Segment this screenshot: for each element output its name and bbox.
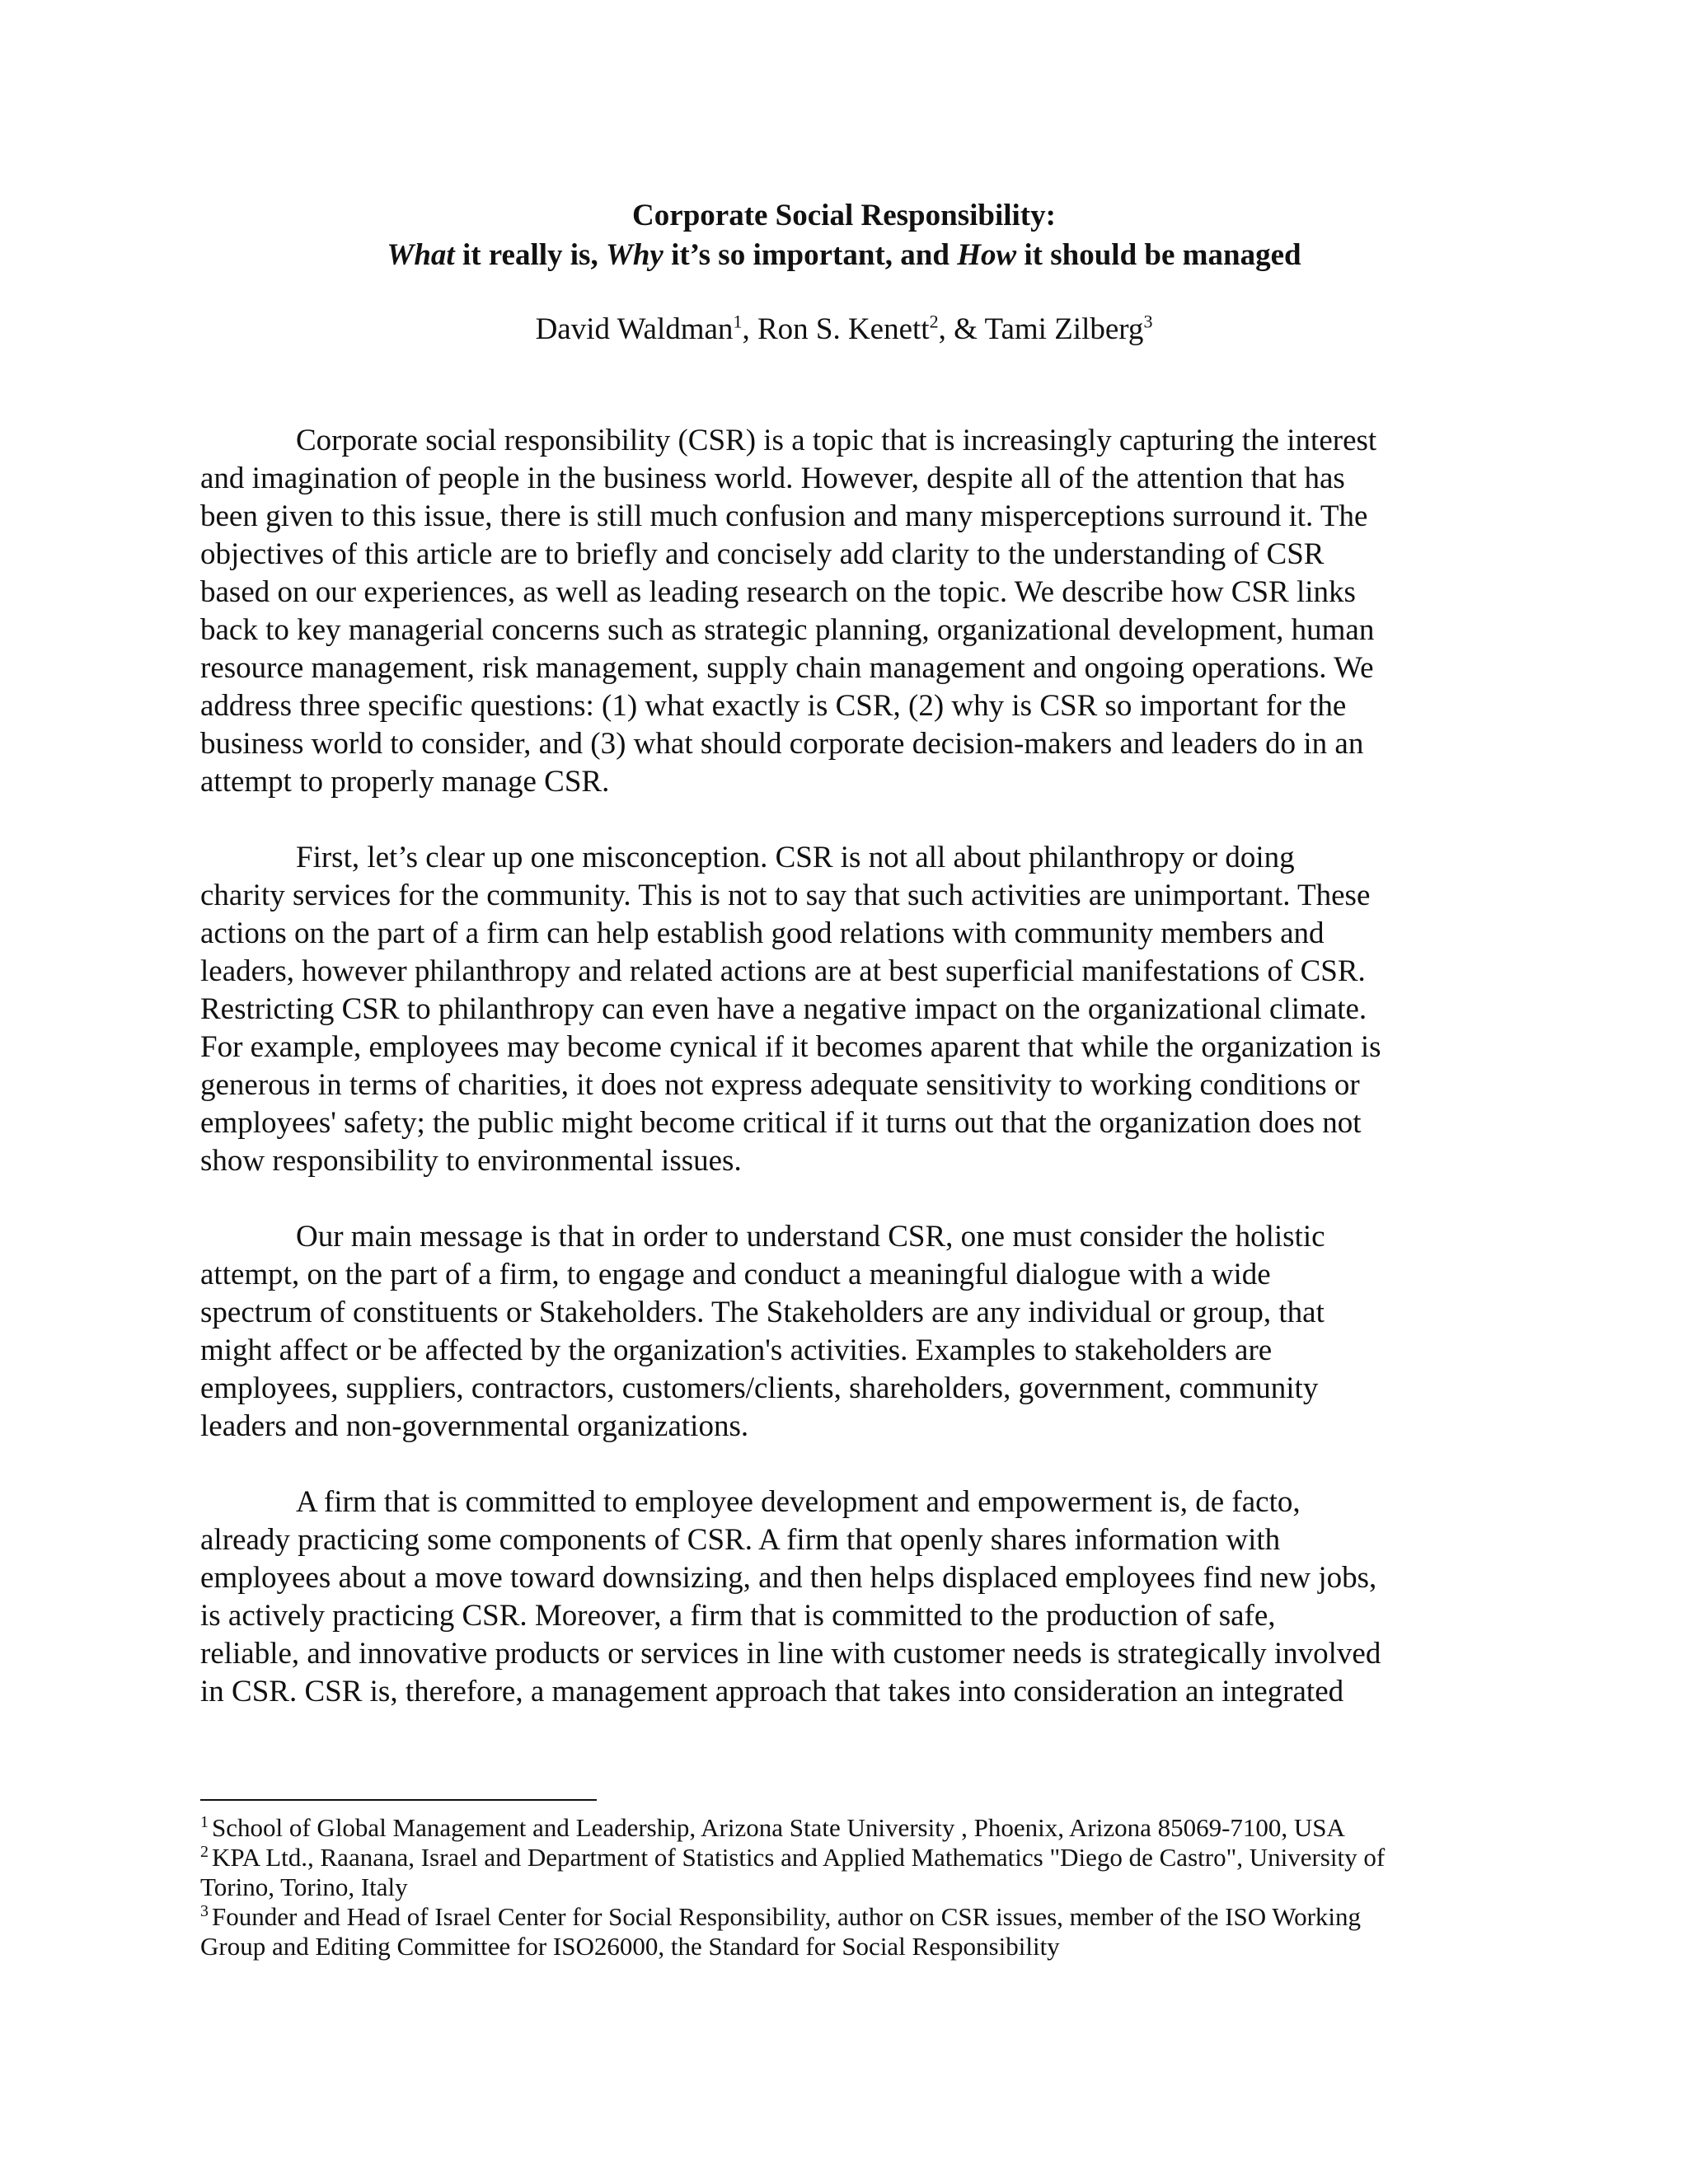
text-line: leaders, however philanthropy and related actions are at best superficial manifestations of CSR. (200, 954, 1366, 988)
paragraph-4 (200, 1483, 1484, 1711)
title-text-3: it should be managed (1016, 238, 1301, 272)
paragraph-3 (200, 1218, 1484, 1446)
text-line: Corporate social responsibility (CSR) is a topic that is increasingly capturing the interest (296, 424, 1377, 457)
title-why: Why (605, 238, 663, 272)
footnote-2 (200, 1843, 1494, 1902)
author-2-footnote-mark: 2 (929, 311, 939, 332)
footnote-1 (200, 1813, 1494, 1843)
author-1-footnote-mark: 1 (733, 311, 743, 332)
footnote-mark: 1 (200, 1812, 209, 1831)
text-line: employees about a move toward downsizing, and then helps displaced employees find new jobs, (200, 1561, 1377, 1595)
text-line: First, let’s clear up one misconception. CSR is not all about philanthropy or doing (296, 841, 1295, 874)
footnote-text: Torino, Torino, Italy (200, 1872, 408, 1901)
text-line: resource management, risk management, supply chain management and ongoing operations. We (200, 651, 1374, 685)
text-line: reliable, and innovative products or services in line with customer needs is strategically involved (200, 1637, 1381, 1671)
text-line: employees' safety; the public might become critical if it turns out that the organization does not (200, 1106, 1362, 1140)
text-line: business world to consider, and (3) what should corporate decision-makers and leaders do in an (200, 727, 1364, 761)
author-list (0, 310, 1688, 349)
text-line: A firm that is committed to employee development and empowerment is, de facto, (296, 1485, 1301, 1519)
title-block (0, 196, 1688, 275)
text-line: employees, suppliers, contractors, customers/clients, shareholders, government, community (200, 1371, 1319, 1405)
text-line: objectives of this article are to briefly and concisely add clarity to the understanding of CSR (200, 537, 1325, 571)
text-line: attempt to properly manage CSR. (200, 765, 610, 799)
text-line: leaders and non-governmental organizations. (200, 1409, 749, 1443)
author-1: David Waldman (535, 312, 734, 346)
author-3-footnote-mark: 3 (1143, 311, 1153, 332)
text-line: generous in terms of charities, it does not express adequate sensitivity to working conditions or (200, 1068, 1360, 1102)
text-line: attempt, on the part of a firm, to engage and conduct a meaningful dialogue with a wide (200, 1258, 1271, 1291)
text-line: been given to this issue, there is still much confusion and many misperceptions surround it. The (200, 499, 1368, 533)
text-line: charity services for the community. This is not to say that such activities are unimportant. These (200, 879, 1371, 912)
author-2: , Ron S. Kenett (742, 312, 930, 346)
paragraph-2 (200, 839, 1484, 1180)
footnote-divider (200, 1799, 597, 1801)
footnote-mark: 2 (200, 1842, 209, 1861)
footnote-text: Group and Editing Committee for ISO26000, the Standard for Social Responsibility (200, 1932, 1060, 1961)
text-line: might affect or be affected by the organization's activities. Examples to stakeholders are (200, 1333, 1273, 1367)
text-line: in CSR. CSR is, therefore, a management approach that takes into consideration an integrated (200, 1675, 1344, 1708)
text-line: address three specific questions: (1) what exactly is CSR, (2) why is CSR so important for the (200, 689, 1347, 723)
text-line: based on our experiences, as well as leading research on the topic. We describe how CSR links (200, 575, 1356, 609)
text-line: Our main message is that in order to understand CSR, one must consider the holistic (296, 1220, 1325, 1254)
text-line: back to key managerial concerns such as strategic planning, organizational development, human (200, 613, 1375, 647)
text-line: is actively practicing CSR. Moreover, a firm that is committed to the production of safe, (200, 1599, 1276, 1633)
author-3: , & Tami Zilberg (938, 312, 1144, 346)
body-text (200, 422, 1484, 1749)
footnote-3 (200, 1902, 1494, 1961)
text-line: and imagination of people in the business world. However, despite all of the attention that has (200, 462, 1345, 495)
title-text-1: it really is, (454, 238, 606, 272)
title-line-1: Corporate Social Responsibility: (632, 199, 1056, 232)
title-how: How (957, 238, 1017, 272)
title-what: What (387, 238, 455, 272)
footnote-text: School of Global Management and Leadership, Arizona State University , Phoenix, Arizona 85069-7100, USA (212, 1813, 1345, 1842)
footnote-text: KPA Ltd., Raanana, Israel and Department of Statistics and Applied Mathematics "Diego de Castro", University of (212, 1843, 1386, 1872)
title-text-2: it’s so important, and (663, 238, 958, 272)
text-line: show responsibility to environmental issues. (200, 1144, 742, 1178)
text-line: actions on the part of a firm can help establish good relations with community members and (200, 916, 1325, 950)
footnote-mark: 3 (200, 1901, 209, 1920)
paragraph-1 (200, 422, 1484, 801)
text-line: Restricting CSR to philanthropy can even have a negative impact on the organizational climate. (200, 992, 1367, 1026)
footnotes (200, 1813, 1494, 1961)
text-line: For example, employees may become cynical if it becomes aparent that while the organization is (200, 1030, 1381, 1064)
text-line: spectrum of constituents or Stakeholders. The Stakeholders are any individual or group, that (200, 1296, 1325, 1329)
footnote-text: Founder and Head of Israel Center for Social Responsibility, author on CSR issues, member of the ISO Working (212, 1902, 1362, 1931)
title-line-2 (0, 236, 1688, 275)
text-line: already practicing some components of CSR. A firm that openly shares information with (200, 1523, 1281, 1557)
